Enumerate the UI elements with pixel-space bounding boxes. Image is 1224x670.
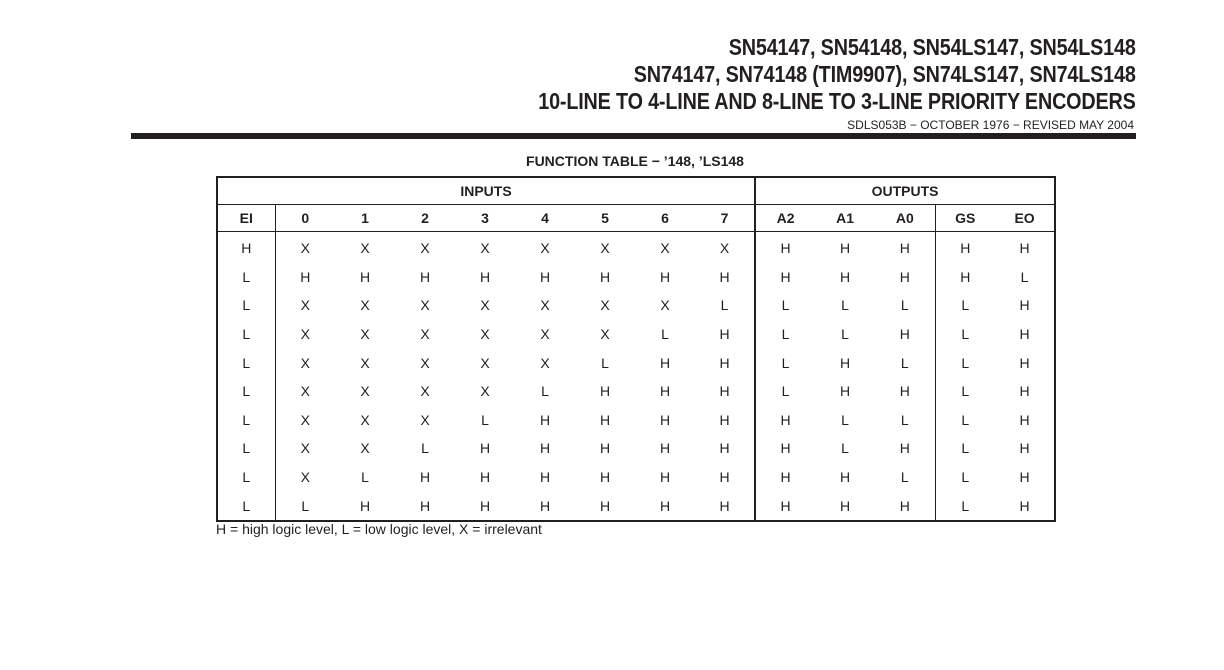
- table-cell: L: [481, 411, 489, 428]
- table-cell: H: [659, 383, 671, 400]
- table-cell: X: [360, 440, 370, 457]
- table-cell: L: [841, 297, 849, 314]
- table-cell: L: [695, 291, 755, 320]
- table-cell: H: [695, 348, 755, 377]
- table-cell: H: [599, 383, 611, 400]
- table-cell: L: [875, 463, 935, 492]
- table-cell: H: [960, 240, 971, 257]
- table-cell: L: [1020, 268, 1029, 285]
- table-cell: H: [695, 434, 755, 463]
- table-cell: H: [659, 497, 671, 514]
- table-cell: H: [539, 440, 551, 457]
- table-row: [217, 232, 1055, 263]
- table-cell: L: [961, 440, 970, 457]
- table-cell: H: [839, 240, 851, 257]
- table-cell: L: [841, 326, 849, 343]
- table-cell: H: [780, 469, 791, 486]
- table-cell: X: [360, 411, 370, 428]
- table-cell: H: [539, 411, 551, 428]
- column-header-gs: GS: [935, 205, 995, 232]
- column-header-4: 4: [515, 205, 575, 232]
- table-cell: H: [539, 497, 551, 514]
- table-cell: X: [600, 240, 610, 257]
- table-cell: H: [780, 411, 791, 428]
- table-cell: X: [660, 297, 670, 314]
- table-cell: H: [479, 268, 491, 285]
- table-cell: L: [961, 326, 970, 343]
- table-cell: H: [839, 354, 851, 371]
- table-cell: L: [781, 326, 790, 343]
- table-row: [217, 263, 1055, 292]
- table-cell: H: [1019, 240, 1030, 257]
- table-cell: X: [300, 354, 310, 371]
- column-header-1: 1: [335, 205, 395, 232]
- table-cell: X: [480, 383, 490, 400]
- table-cell: H: [695, 263, 755, 292]
- table-cell: L: [661, 326, 669, 343]
- table-cell: H: [217, 232, 275, 263]
- table-cell: L: [217, 406, 275, 435]
- column-header-row: [217, 205, 1055, 232]
- table-cell: H: [1019, 383, 1030, 400]
- table-cell: H: [359, 268, 371, 285]
- table-cell: H: [359, 497, 371, 514]
- table-row: [217, 463, 1055, 492]
- inputs-group-header: INPUTS: [217, 177, 755, 205]
- column-header-ei: EI: [217, 205, 275, 232]
- table-cell: X: [480, 297, 490, 314]
- function-table-body: [217, 232, 1055, 521]
- document-title: 10-LINE TO 4-LINE AND 8-LINE TO 3-LINE PRIORITY ENCODERS: [538, 88, 1136, 114]
- table-cell: X: [600, 326, 610, 343]
- table-cell: X: [360, 326, 370, 343]
- table-cell: L: [217, 377, 275, 406]
- header-rule: [131, 133, 1136, 139]
- table-cell: H: [780, 268, 791, 285]
- table-cell: X: [360, 354, 370, 371]
- table-cell: X: [420, 297, 430, 314]
- column-header-3: 3: [455, 205, 515, 232]
- table-cell: X: [480, 240, 490, 257]
- table-cell: H: [839, 497, 851, 514]
- outputs-group-header: OUTPUTS: [755, 177, 1055, 205]
- part-numbers-line-2: SN74147, SN74148 (TIM9907), SN74LS147, SN74LS148: [634, 61, 1136, 87]
- table-cell: H: [1019, 469, 1030, 486]
- table-cell: H: [695, 491, 755, 521]
- table-cell: L: [875, 291, 935, 320]
- table-cell: H: [599, 440, 611, 457]
- table-cell: X: [420, 240, 430, 257]
- table-cell: X: [420, 411, 430, 428]
- table-cell: L: [961, 354, 970, 371]
- table-cell: X: [420, 383, 430, 400]
- table-cell: X: [480, 354, 490, 371]
- table-cell: H: [875, 491, 935, 521]
- table-cell: L: [961, 497, 970, 514]
- table-cell: H: [599, 469, 611, 486]
- table-cell: H: [659, 268, 671, 285]
- table-cell: H: [479, 440, 491, 457]
- table-cell: H: [659, 469, 671, 486]
- table-cell: H: [599, 497, 611, 514]
- legend-note: H = high logic level, L = low logic level, X = irrelevant: [216, 521, 542, 537]
- column-header-0: 0: [275, 205, 335, 232]
- table-cell: X: [300, 297, 310, 314]
- table-cell: H: [1019, 354, 1030, 371]
- table-cell: L: [217, 348, 275, 377]
- table-cell: X: [540, 297, 550, 314]
- table-row: [217, 491, 1055, 521]
- table-cell: L: [361, 469, 369, 486]
- table-cell: L: [961, 411, 970, 428]
- table-cell: H: [780, 240, 791, 257]
- table-cell: H: [875, 320, 935, 349]
- table-cell: L: [421, 440, 429, 457]
- table-cell: H: [479, 469, 491, 486]
- table-cell: H: [599, 411, 611, 428]
- table-cell: X: [300, 440, 310, 457]
- table-cell: H: [1019, 326, 1030, 343]
- table-cell: H: [839, 469, 851, 486]
- column-header-6: 6: [635, 205, 695, 232]
- table-cell: H: [539, 469, 551, 486]
- table-cell: L: [961, 297, 970, 314]
- part-numbers-line-1: SN54147, SN54148, SN54LS147, SN54LS148: [729, 34, 1136, 60]
- table-row: [217, 348, 1055, 377]
- table-cell: H: [1019, 297, 1030, 314]
- table-cell: H: [875, 263, 935, 292]
- table-cell: H: [960, 268, 971, 285]
- table-cell: H: [839, 268, 851, 285]
- table-cell: H: [539, 268, 551, 285]
- table-cell: X: [420, 354, 430, 371]
- table-cell: H: [419, 268, 431, 285]
- table-cell: L: [781, 297, 790, 314]
- table-cell: X: [695, 232, 755, 263]
- table-row: [217, 291, 1055, 320]
- table-cell: H: [659, 411, 671, 428]
- table-row: [217, 434, 1055, 463]
- table-cell: H: [419, 497, 431, 514]
- table-cell: L: [841, 411, 849, 428]
- table-cell: L: [217, 320, 275, 349]
- table-cell: X: [300, 411, 310, 428]
- table-cell: H: [875, 377, 935, 406]
- table-cell: X: [360, 240, 370, 257]
- table-cell: H: [1019, 440, 1030, 457]
- table-cell: X: [300, 469, 310, 486]
- column-header-7: 7: [695, 205, 755, 232]
- table-cell: X: [540, 326, 550, 343]
- table-cell: X: [360, 383, 370, 400]
- table-cell: X: [480, 326, 490, 343]
- table-cell: X: [300, 383, 310, 400]
- table-cell: H: [300, 268, 311, 285]
- table-cell: L: [875, 348, 935, 377]
- column-header-a1: A1: [815, 205, 875, 232]
- table-cell: H: [875, 232, 935, 263]
- column-header-5: 5: [575, 205, 635, 232]
- table-cell: H: [695, 377, 755, 406]
- table-cell: L: [875, 406, 935, 435]
- table-cell: L: [601, 354, 609, 371]
- table-cell: H: [780, 440, 791, 457]
- table-cell: X: [360, 297, 370, 314]
- table-cell: L: [781, 383, 790, 400]
- table-cell: X: [300, 240, 310, 257]
- table-cell: H: [599, 268, 611, 285]
- table-cell: X: [300, 326, 310, 343]
- table-cell: L: [217, 263, 275, 292]
- column-header-2: 2: [395, 205, 455, 232]
- document-id: SDLS053B − OCTOBER 1976 − REVISED MAY 2004: [847, 118, 1134, 132]
- function-table-title: FUNCTION TABLE − ’148, ’LS148: [526, 153, 744, 169]
- table-row: [217, 406, 1055, 435]
- table-cell: L: [961, 469, 970, 486]
- table-cell: H: [659, 440, 671, 457]
- table-row: [217, 320, 1055, 349]
- table-cell: L: [217, 291, 275, 320]
- table-cell: H: [780, 497, 791, 514]
- table-cell: H: [419, 469, 431, 486]
- table-cell: H: [695, 463, 755, 492]
- document-header: [441, 34, 1136, 115]
- table-cell: L: [961, 383, 970, 400]
- table-cell: L: [841, 440, 849, 457]
- column-header-eo: EO: [995, 205, 1055, 232]
- table-cell: H: [695, 406, 755, 435]
- function-table: [216, 176, 1056, 522]
- table-cell: H: [875, 434, 935, 463]
- table-cell: H: [659, 354, 671, 371]
- column-header-a2: A2: [755, 205, 815, 232]
- column-header-a0: A0: [875, 205, 935, 232]
- table-cell: X: [600, 297, 610, 314]
- table-cell: X: [540, 354, 550, 371]
- table-cell: L: [217, 491, 275, 521]
- table-cell: X: [660, 240, 670, 257]
- table-row: [217, 377, 1055, 406]
- table-cell: L: [541, 383, 549, 400]
- table-cell: L: [217, 434, 275, 463]
- table-cell: H: [1019, 497, 1030, 514]
- table-cell: H: [1019, 411, 1030, 428]
- table-cell: L: [781, 354, 790, 371]
- table-cell: L: [217, 463, 275, 492]
- table-cell: X: [420, 326, 430, 343]
- table-cell: H: [839, 383, 851, 400]
- table-cell: H: [695, 320, 755, 349]
- table-cell: H: [479, 497, 491, 514]
- table-cell: L: [301, 497, 310, 514]
- table-cell: X: [540, 240, 550, 257]
